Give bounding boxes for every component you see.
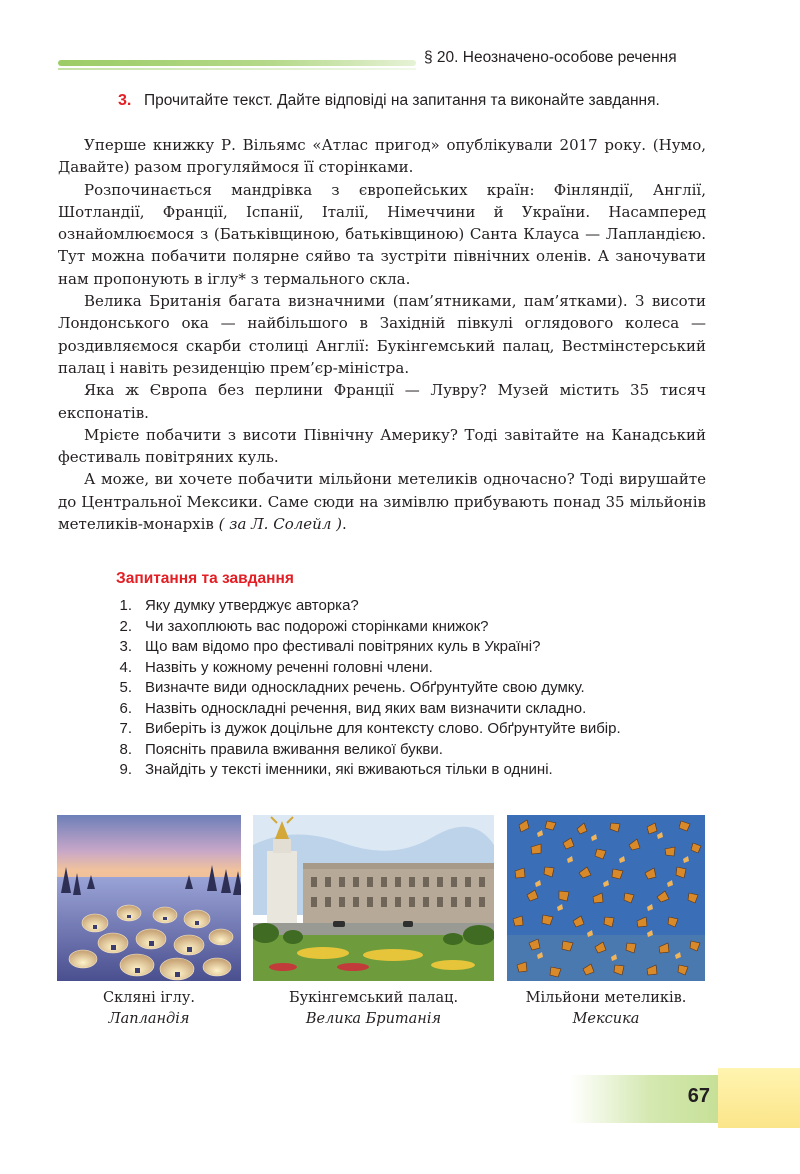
task-block [112,90,712,112]
question-number: 8. [119,740,132,758]
photo-buckingham-palace [253,815,494,981]
question-text: Що вам відомо про фестивалі повітряних куль в Україні? [145,638,541,655]
caption-text: Мільйони метеликів. [525,990,687,1006]
paragraph: Мрієте побачити з висоти Північну Америку? Тоді завітайте на Канадський фестиваль повітряних куль. [58,425,706,467]
page-number: 67 [687,1085,710,1107]
caption-place: Мексика [572,1011,640,1027]
question-number: 1. [119,597,132,614]
question-item [112,658,732,679]
running-head: § 20. Неозначено-особове речення [424,49,677,66]
question-text: Яку думку утверджує авторка? [145,597,359,614]
caption-text: Букінгемський палац. [288,990,459,1006]
source-period: . [342,515,347,534]
question-text: Чи захоплюють вас подорожі сторінками книжок? [145,617,489,635]
question-number: 2. [119,617,132,635]
caption-place: Лапландія [108,1011,190,1027]
question-item [112,596,732,617]
question-item [112,637,732,658]
task-number: 3. [118,92,132,109]
paragraph: Уперше книжку Р. Вільямс «Атлас пригод» опублікували 2017 року. (Нумо, Давайте) разом прогуляймося її сторінками. [58,136,706,177]
photo-caption [57,988,241,1030]
question-item [112,678,732,699]
question-text: Визначте види односкладних речень. Обґрунтуйте свою думку. [145,679,585,696]
question-text: Виберіть із дужок доцільне для контексту слово. Обґрунтуйте вибір. [145,720,621,737]
paragraph-last [58,468,706,535]
questions-title: Запитання та завдання [116,570,294,587]
reading-text [58,134,706,535]
photo-monarch-butterflies [507,815,705,981]
question-item [112,740,732,761]
question-text: Назвіть односкладні речення, вид яких вам визначити складно. [145,699,587,717]
photo-caption [253,988,494,1030]
question-number: 5. [119,679,132,696]
text-source: ( за Л. Солейл ) [218,515,342,534]
question-number: 7. [119,720,132,737]
photo-glass-igloos [57,815,241,981]
question-number: 9. [119,761,132,778]
caption-text: Скляні іглу. [102,990,195,1006]
question-text: Назвіть у кожному реченні головні члени. [145,658,433,676]
paragraph: Велика Британія багата визначними (пам’ятниками, пам’ятками). З висоти Лондонського ока — найбільшого в Західній півкулі оглядового колеса — роздивляємося скарби столиці Англії: Букінгемський палац, Вестмінстерський палац і навіть резиденцію прем’єр-міністра. [58,292,706,377]
question-number: 6. [119,699,132,717]
footer-tab [718,1068,800,1128]
header-rule [58,60,416,66]
paragraph-text: А може, ви хочете побачити мільйони метеликів одночасно? Тоді вирушайте до Центральної Мексики. Саме сюди на зимівлю прибувають понад 35 мільйонів метеликів-монархів [58,470,706,534]
header-rule-thin [58,68,416,70]
paragraph: Яка ж Європа без перлини Франції — Лувру? Музей містить 35 тисяч експонатів. [58,381,706,422]
caption-place: Велика Британія [305,1011,442,1027]
question-text: Поясніть правила вживання великої букви. [145,740,443,758]
question-item [112,617,732,638]
question-number: 3. [119,638,132,655]
questions-list [112,596,732,781]
question-item [112,760,732,781]
question-text: Знайдіть у тексті іменники, які вживаються тільки в однині. [145,761,553,778]
question-number: 4. [119,658,132,676]
photo-caption [507,988,705,1030]
question-item [112,719,732,740]
question-item [112,699,732,720]
task-text: Прочитайте текст. Дайте відповіді на запитання та виконайте завдання. [144,92,660,109]
paragraph: Розпочинається мандрівка з європейських країн: Фінляндії, Англії, Шотландії, Франції, Іспанії, Італії, Німеччини й України. Насамперед ознайомлюємося з (Батьківщиною, батьківщиною) Санта Клауса — Лапландією. Тут можна побачити полярне сяйво та зустріти північних оленів. А заночувати нам пропонують в іглу* з термального скла. [58,180,706,288]
